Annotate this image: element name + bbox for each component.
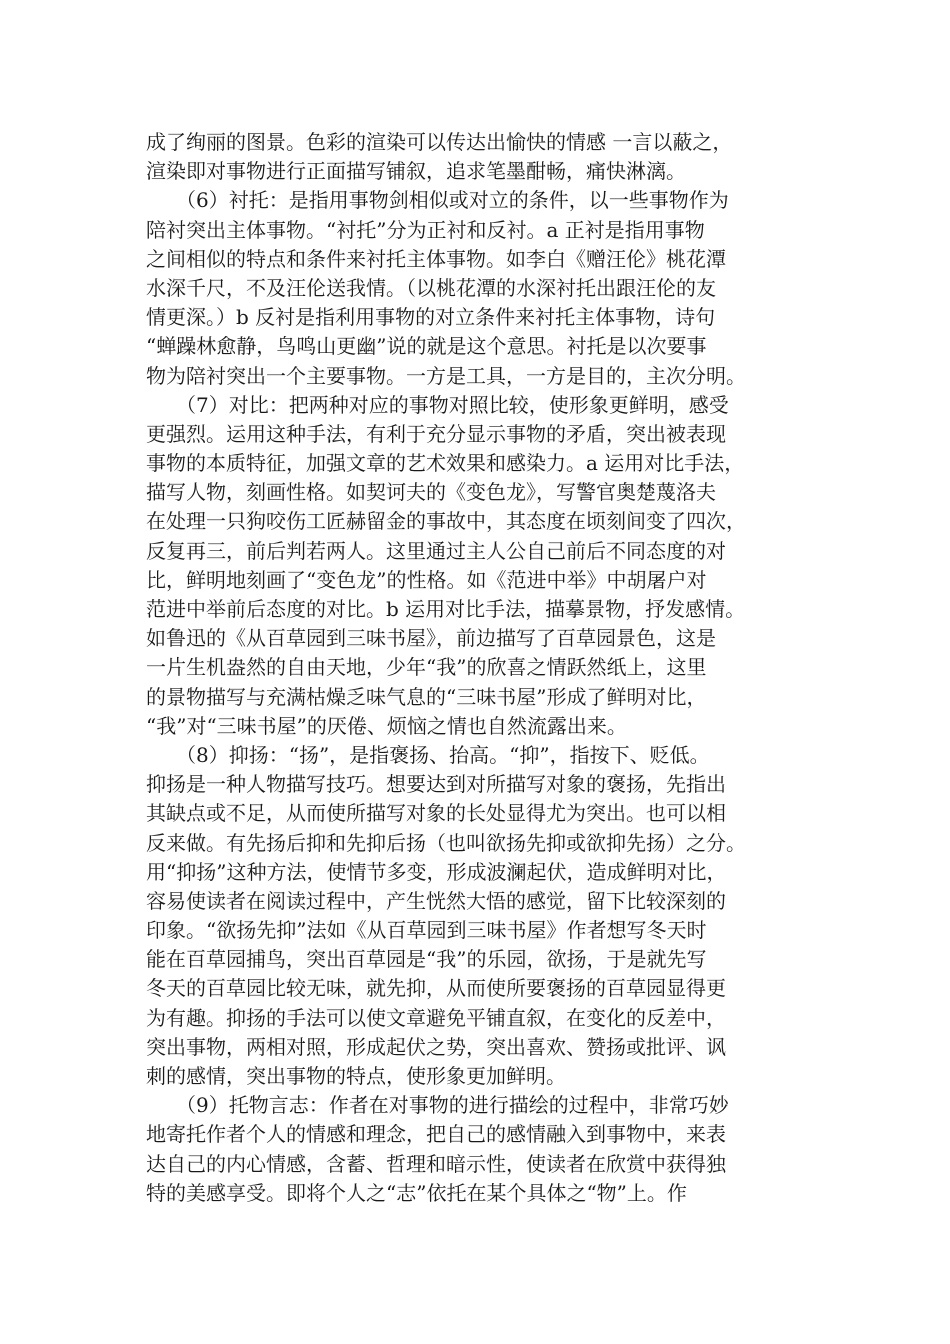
text-line: 一片生机盎然的自由天地，少年“我”的欣喜之情跃然纸上，这里 xyxy=(146,655,707,680)
text-line: 物为陪衬突出一个主要事物。一方是工具，一方是目的，主次分明。 xyxy=(146,363,746,388)
text-line: 容易使读者在阅读过程中，产生恍然大悟的感觉，留下比较深刻的 xyxy=(146,888,726,913)
text-line: 地寄托作者个人的情感和理念，把自己的感情融入到事物中，来表 xyxy=(146,1122,726,1147)
text-line: 如鲁迅的《从百草园到三味书屋》，前边描写了百草园景色，这是 xyxy=(146,626,716,651)
text-line: 为有趣。抑扬的手法可以使文章避免平铺直叙，在变化的反差中， xyxy=(146,1005,726,1030)
body-text xyxy=(146,128,826,1208)
text-line: 之间相似的特点和条件来衬托主体事物。如李白《赠汪伦》桃花潭 xyxy=(146,246,726,271)
text-line: 更强烈。运用这种手法，有利于充分显示事物的矛盾，突出被表现 xyxy=(146,421,726,446)
paragraph-9-start: （9）托物言志：作者在对事物的进行描绘的过程中，非常巧妙 xyxy=(176,1093,729,1118)
text-line: 成了绚丽的图景。色彩的渲染可以传达出愉快的情感 一言以蔽之， xyxy=(146,130,733,154)
text-line: 反来做。有先扬后抑和先抑后扬（也叫欲扬先抑或欲抑先扬）之分。 xyxy=(146,830,746,855)
text-line: 描写人物，刻画性格。如契诃夫的《变色龙》，写警官奥楚蔑洛夫 xyxy=(146,480,716,505)
text-line: “我”对“三味书屋”的厌倦、烦恼之情也自然流露出来。 xyxy=(146,713,627,738)
text-line: 陪衬突出主体事物。“衬托”分为正衬和反衬。a 正衬是指用事物 xyxy=(146,217,705,242)
text-line: 特的美感享受。即将个人之“志”依托在某个具体之“物”上。作 xyxy=(146,1180,687,1205)
text-line: 刺的感情，突出事物的特点，使形象更加鲜明。 xyxy=(146,1064,566,1088)
text-line: 比，鲜明地刻画了“变色龙”的性格。如《范进中举》中胡屠户对 xyxy=(146,567,707,592)
paragraph-8-start: （8）抑扬：“扬”，是指褒扬、抬高。“抑”，指按下、贬低。 xyxy=(176,742,710,767)
text-line: 用“抑扬”这种方法，使情节多变，形成波澜起伏，造成鲜明对比， xyxy=(146,859,727,884)
text-line: 水深千尺，不及汪伦送我情。（以桃花潭的水深衬托出跟汪伦的友 xyxy=(146,275,716,300)
text-line: 事物的本质特征，加强文章的艺术效果和感染力。a 运用对比手法， xyxy=(146,451,745,476)
text-line: 能在百草园捕鸟，突出百草园是“我”的乐园，欲扬，于是就先写 xyxy=(146,947,707,972)
text-line: 渲染即对事物进行正面描写铺叙，追求笔墨酣畅，痛快淋漓。 xyxy=(146,159,686,184)
text-line: 的景物描写与充满枯燥乏味气息的“三味书屋”形成了鲜明对比， xyxy=(146,684,707,709)
text-line: 突出事物，两相对照，形成起伏之势，突出喜欢、赞扬或批评、讽 xyxy=(146,1034,726,1059)
text-line: 情更深。）b 反衬是指利用事物的对立条件来衬托主体事物，诗句 xyxy=(146,305,716,330)
text-line: 其缺点或不足，从而使所描写对象的长处显得尤为突出。也可以相 xyxy=(146,801,726,826)
text-line: 在处理一只狗咬伤工匠赫留金的事故中，其态度在顷刻间变了四次， xyxy=(146,509,746,534)
paragraph-6-start: （6）衬托：是指用事物剑相似或对立的条件，以一些事物作为 xyxy=(176,188,729,213)
text-line: “蝉躁林愈静，鸟鸣山更幽”说的就是这个意思。衬托是以次要事 xyxy=(146,334,707,359)
text-line: 冬天的百草园比较无味，就先抑，从而使所要褒扬的百草园显得更 xyxy=(146,976,726,1001)
text-line: 抑扬是一种人物描写技巧。想要达到对所描写对象的褒扬，先指出 xyxy=(146,772,726,797)
text-line: 反复再三，前后判若两人。这里通过主人公自己前后不同态度的对 xyxy=(146,538,726,563)
text-line: 达自己的内心情感，含蓄、哲理和暗示性，使读者在欣赏中获得独 xyxy=(146,1151,726,1176)
paragraph-7-start: （7）对比：把两种对应的事物对照比较，使形象更鲜明，感受 xyxy=(176,392,729,417)
text-line: 印象。“欲扬先抑”法如《从百草园到三味书屋》作者想写冬天时 xyxy=(146,918,707,943)
text-line: 范进中举前后态度的对比。b 运用对比手法，描摹景物，抒发感情。 xyxy=(146,597,746,621)
